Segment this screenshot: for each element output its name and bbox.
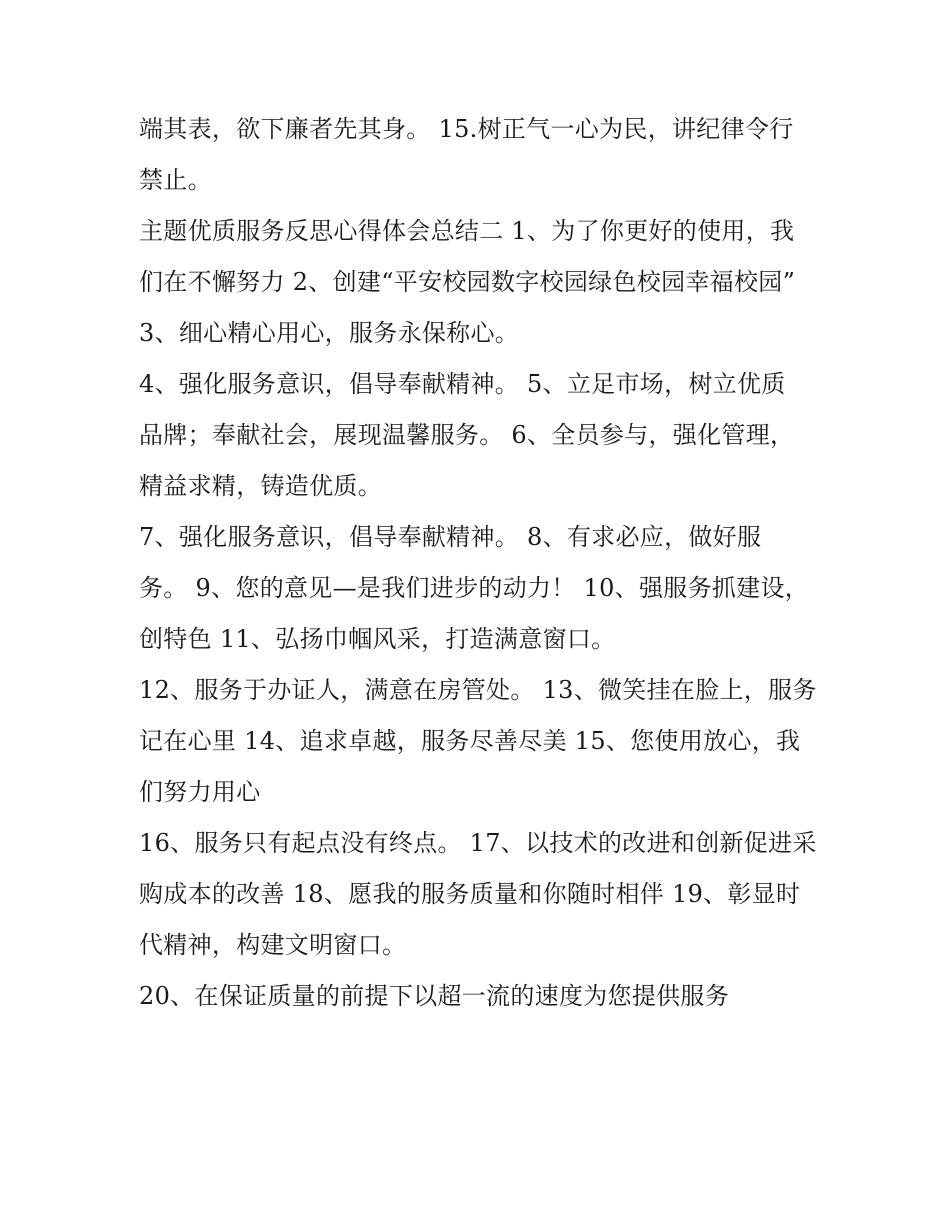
text-line: 记在心里 14、追求卓越，服务尽善尽美 15、您使用放心，我 bbox=[139, 727, 801, 755]
text-line: 7、强化服务意识，倡导奉献精神。 8、有求必应，做好服 bbox=[139, 523, 762, 551]
text-line: 务。 9、您的意见—是我们进步的动力！ 10、强服务抓建设， bbox=[139, 574, 810, 602]
text-line: 代精神，构建文明窗口。 bbox=[139, 931, 407, 959]
text-line: 们在不懈努力 2、创建“平安校园数字校园绿色校园幸福校园” bbox=[139, 268, 796, 296]
text-line: 3、细心精心用心，服务永保称心。 bbox=[139, 319, 520, 347]
text-line: 们努力用心 bbox=[139, 778, 261, 806]
text-line: 品牌；奉献社会，展现温馨服务。 6、全员参与，强化管理， bbox=[139, 421, 795, 449]
text-line: 禁止。 bbox=[139, 166, 212, 194]
text-line: 12、服务于办证人，满意在房管处。 13、微笑挂在脸上，服务 bbox=[139, 676, 817, 704]
text-line: 创特色 11、弘扬巾帼风采，打造满意窗口。 bbox=[139, 625, 616, 653]
text-line: 主题优质服务反思心得体会总结二 1、为了你更好的使用，我 bbox=[139, 217, 795, 245]
text-line: 16、服务只有起点没有终点。 17、以技术的改进和创新促进采 bbox=[139, 829, 817, 857]
text-line: 精益求精，铸造优质。 bbox=[139, 472, 382, 500]
text-line: 端其表，欲下廉者先其身。 15.树正气一心为民，讲纪律令行 bbox=[139, 115, 794, 143]
text-line: 20、在保证质量的前提下以超一流的速度为您提供服务 bbox=[139, 982, 730, 1010]
text-line: 4、强化服务意识，倡导奉献精神。 5、立足市场，树立优质 bbox=[139, 370, 786, 398]
document-body bbox=[139, 104, 819, 1022]
text-line: 购成本的改善 18、愿我的服务质量和你随时相伴 19、彰显时 bbox=[139, 880, 801, 908]
